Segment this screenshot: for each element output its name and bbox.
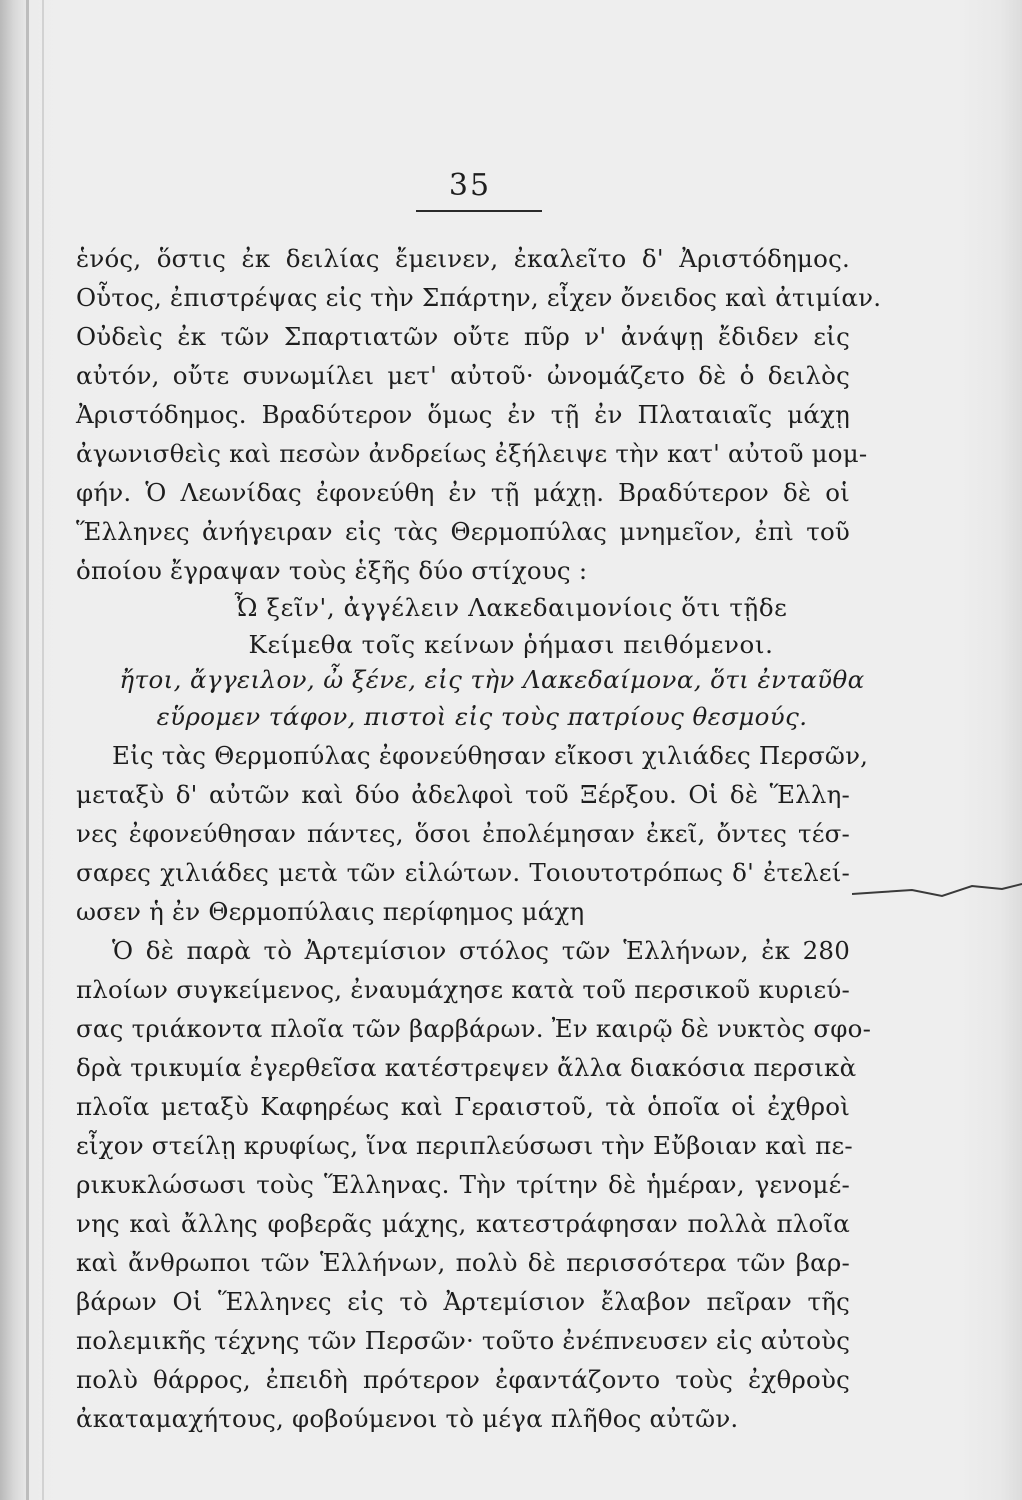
text-line: ἀκαταμαχήτους, φοβούμενοι τὸ μέγα πλῆθος αὐτῶν. [76, 1404, 739, 1433]
text-line: πολὺ θάρρος, ἐπειδὴ πρότερον ἐφαντάζοντο τοὺς ἐχθροὺς [76, 1365, 850, 1394]
text-line: καὶ ἄνθρωποι τῶν Ἑλλήνων, πολὺ δὲ περισσότερα τῶν βαρ- [76, 1248, 850, 1277]
text-line: Ὁ δὲ παρὰ τὸ Ἀρτεμίσιον στόλος τῶν Ἑλλήνων, ἐκ 280 [112, 936, 850, 965]
epigram-translation: εὕρομεν τάφον, πιστοὶ εἰς τοὺς πατρίους θεσμούς. [156, 702, 808, 731]
binding-edge [26, 0, 29, 1500]
text-line: σας τριάκοντα πλοῖα τῶν βαρβάρων. Ἐν καιρῷ δὲ νυκτὸς σφο- [76, 1014, 872, 1043]
text-line: νες ἐφονεύθησαν πάντες, ὅσοι ἐπολέμησαν ἐκεῖ, ὄντες τέσ- [76, 819, 850, 848]
text-line: Ἀριστόδημος. Βραδύτερον ὅμως ἐν τῇ ἐν Πλαταιαῖς μάχῃ [76, 400, 850, 429]
text-line: ἑνός, ὅστις ἐκ δειλίας ἔμεινεν, ἐκαλεῖτο δ' Ἀριστόδημος. [76, 244, 850, 273]
binding-crease [42, 0, 44, 1500]
page-number-rule [416, 210, 542, 212]
text-line: αὐτόν, οὔτε συνωμίλει μετ' αὐτοῦ· ὠνομάζετο δὲ ὁ δειλὸς [76, 361, 850, 390]
text-line: πλοίων συγκείμενος, ἐναυμάχησε κατὰ τοῦ περσικοῦ κυριεύ- [76, 975, 850, 1004]
text-line: Εἰς τὰς Θερμοπύλας ἐφονεύθησαν εἴκοσι χιλιάδες Περσῶν, [112, 741, 869, 770]
text-line: σαρες χιλιάδες μετὰ τῶν εἱλώτων. Τοιουτοτρόπως δ' ἐτελεί- [76, 858, 850, 887]
text-line: Οὐδεὶς ἐκ τῶν Σπαρτιατῶν οὔτε πῦρ ν' ἀνάψῃ ἔδιδεν εἰς [76, 322, 850, 351]
page-number: 35 [448, 168, 492, 203]
text-line: ωσεν ἡ ἐν Θερμοπύλαις περίφημος μάχη [76, 897, 585, 926]
paper-tear [852, 880, 1022, 904]
text-line: πλοῖα μεταξὺ Καφηρέως καὶ Γεραιστοῦ, τὰ ὁποῖα οἱ ἐχθροὶ [76, 1092, 850, 1121]
text-line: μεταξὺ δ' αὐτῶν καὶ δύο ἀδελφοὶ τοῦ Ξέρξου. Οἱ δὲ Ἕλλη- [76, 780, 850, 809]
text-line: Ἕλληνες ἀνήγειραν εἰς τὰς Θερμοπύλας μνημεῖον, ἐπὶ τοῦ [76, 517, 850, 546]
text-line: ἀγωνισθεὶς καὶ πεσὼν ἀνδρείως ἐξήλειψε τὴν κατ' αὐτοῦ μομ- [76, 439, 868, 468]
text-line: ὁποίου ἔγραψαν τοὺς ἑξῆς δύο στίχους : [76, 556, 588, 585]
epigram-verse: Ὦ ξεῖν', ἀγγέλειν Λακεδαιμονίοις ὅτι τῇδε [234, 593, 788, 622]
text-line: δρὰ τρικυμία ἐγερθεῖσα κατέστρεψεν ἄλλα διακόσια περσικὰ [76, 1053, 857, 1082]
text-line: ρικυκλώσωσι τοὺς Ἕλληνας. Τὴν τρίτην δὲ ἡμέραν, γενομέ- [76, 1170, 850, 1199]
text-line: βάρων Οἱ Ἕλληνες εἰς τὸ Ἀρτεμίσιον ἔλαβον πεῖραν τῆς [76, 1287, 850, 1316]
text-line: εἶχον στείλῃ κρυφίως, ἵνα περιπλεύσωσι τὴν Εὔβοιαν καὶ πε- [76, 1131, 853, 1160]
text-line: νης καὶ ἄλλης φοβερᾶς μάχης, κατεστράφησαν πολλὰ πλοῖα [76, 1209, 850, 1238]
text-line: φήν. Ὁ Λεωνίδας ἐφονεύθη ἐν τῇ μάχῃ. Βραδύτερον δὲ οἱ [76, 478, 850, 507]
text-line: Οὗτος, ἐπιστρέψας εἰς τὴν Σπάρτην, εἶχεν ὄνειδος καὶ ἀτιμίαν. [76, 283, 882, 312]
epigram-translation: ἤτοι, ἄγγειλον, ὦ ξένε, εἰς τὴν Λακεδαίμονα, ὅτι ἐνταῦθα [119, 665, 865, 694]
text-line: πολεμικῆς τέχνης τῶν Περσῶν· τοῦτο ἐνέπνευσεν εἰς αὐτοὺς [76, 1326, 851, 1355]
epigram-verse: Κείμεθα τοῖς κείνων ῥήμασι πειθόμενοι. [248, 630, 774, 659]
